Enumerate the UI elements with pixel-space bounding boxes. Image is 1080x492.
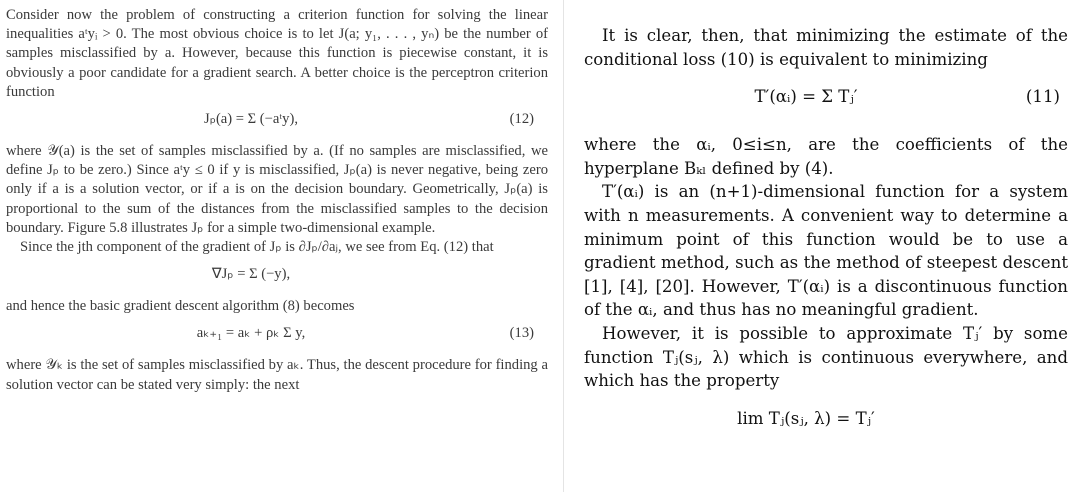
equation-12-number: (12) bbox=[509, 111, 534, 128]
equation-limit-body: lim Tⱼ(sⱼ, λ) = Tⱼ′ bbox=[737, 408, 875, 428]
equation-12 bbox=[6, 102, 548, 142]
equation-gradient bbox=[6, 257, 548, 297]
left-paragraph-4: and hence the basic gradient descent algorithm (8) becomes bbox=[6, 298, 355, 315]
right-paragraph-4: However, it is possible to approximate Tⱼ′ by some function Tⱼ(sⱼ, λ) which is continuous everywhere, and which has the property bbox=[584, 323, 1068, 391]
right-paragraph-2: where the αᵢ, 0≤i≤n, are the coefficients of the hyperplane Bₖₗ defined by (4). bbox=[584, 135, 1068, 178]
equation-gradient-body: ∇Jₚ = Σ (−y), bbox=[211, 266, 291, 283]
right-paragraph-3: T′(αᵢ) is an (n+1)-dimensional function for a system with n measurements. A convenient way to determine a minimum point of this function would be to use a gradient method, such as the method of steepest descent [1], [4], [20]. However, T′(αᵢ) is a discontinuous function of the αᵢ, and thus has no meaningful gradient. bbox=[584, 182, 1068, 320]
right-paragraph-1: It is clear, then, that minimizing the estimate of the conditional loss (10) is equivalent to minimizing bbox=[584, 26, 1068, 69]
equation-13-number: (13) bbox=[509, 325, 534, 342]
equation-11-body: T′(αᵢ) = Σ Tⱼ′ bbox=[754, 87, 858, 107]
left-paragraph-2: where 𝒴(a) is the set of samples misclassified by a. (If no samples are misclassified, we define Jₚ to be zero.) Since aᵗy ≤ 0 if y is misclassified, Jₚ(a) is never negative, being zero only if a is a solution vector, or if a is on the decision boundary. Geometrically, Jₚ(a) is proportional to the sum of the distances from the misclassified samples to the decision boundary. Figure 5.8 illustrates Jₚ for a simple two-dimensional example. bbox=[6, 143, 548, 236]
equation-13-body: aₖ₊₁ = aₖ + ρₖ Σ y, bbox=[196, 325, 306, 342]
equation-12-body: Jₚ(a) = Σ (−aᵗy), bbox=[204, 111, 298, 128]
equation-limit bbox=[584, 393, 1068, 441]
right-column bbox=[584, 0, 1068, 492]
equation-13 bbox=[6, 316, 548, 356]
equation-11 bbox=[584, 71, 1068, 133]
left-paragraph-5: where 𝒴ₖ is the set of samples misclassified by aₖ. Thus, the descent procedure for finding a solution vector can be stated very simply: the next bbox=[6, 357, 548, 393]
equation-11-number: (11) bbox=[1025, 87, 1060, 107]
page-gutter bbox=[563, 0, 564, 492]
left-paragraph-1: Consider now the problem of constructing a criterion function for solving the linear inequalities aᵗyᵢ > 0. The most obvious choice is to let J(a; y₁, . . . , yₙ) be the number of samples misclassified by a. However, because this function is piecewise constant, it is obviously a poor candidate for a gradient search. A better choice is the perceptron criterion function bbox=[6, 7, 548, 100]
left-paragraph-3: Since the jth component of the gradient of Jₚ is ∂Jₚ/∂aⱼ, we see from Eq. (12) that bbox=[20, 239, 494, 256]
